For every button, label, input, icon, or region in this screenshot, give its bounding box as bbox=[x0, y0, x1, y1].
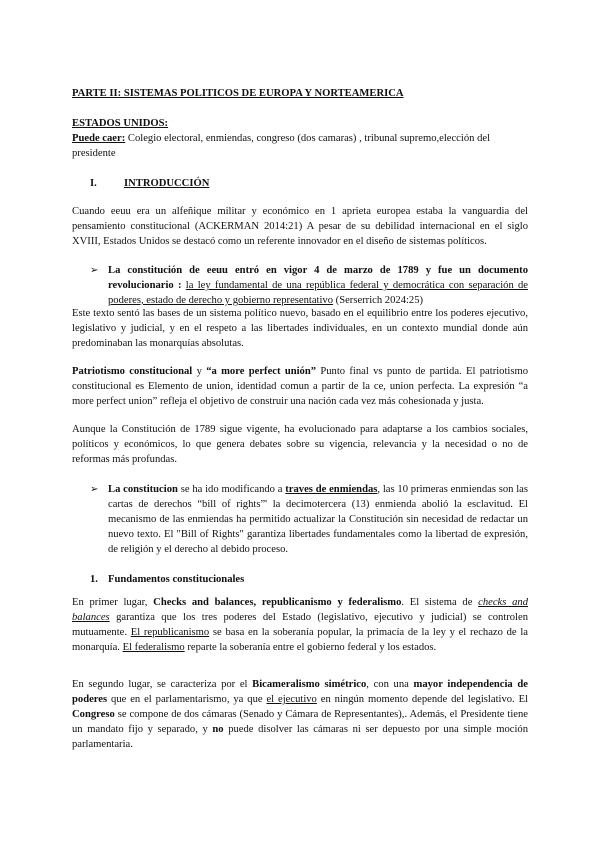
heading-label: Fundamentos constitucionales bbox=[108, 574, 245, 585]
paragraph-1: Cuando eeuu era un alfeñique militar y económico en 1 aprieta europea estaba la vanguardia del pensamiento constitucional (ACKERMAN 2014:21) A pesar de su debilidad internacional en el siglo XVIII, Estados Unidos se destacó como un referente innovador en el diseño de sistemas políticos. bbox=[72, 206, 528, 247]
paragraph-2: Este texto sentó las bases de un sistema político nuevo, basado en el equilibrio entre los poderes ejecutivo, legislativo y judicial, y en el respeto a las libertades individuales, en un contexto mundial donde aún predominaban las monarquías absolutas. bbox=[72, 308, 528, 349]
bullet-constitucion bbox=[108, 263, 528, 308]
exam-topics bbox=[72, 131, 528, 161]
exam-label: Puede caer: bbox=[72, 133, 126, 144]
bullet-citation: (Serserrich 2024:25) bbox=[333, 295, 424, 306]
heading-label: INTRODUCCIÓN bbox=[124, 178, 210, 189]
bullet-arrow-icon: ➢ bbox=[90, 265, 99, 276]
heading-number: 1. bbox=[90, 574, 98, 585]
exam-text: Colegio electoral, enmiendas, congreso (dos camaras) , tribunal supremo,elección del presidente bbox=[72, 133, 491, 159]
paragraph-6: En segundo lugar, se caracteriza por el Bicameralismo simétrico, con una mayor independencia de poderes que en el parlamentarismo, ya que el ejecutivo en ningún momento depende del legislativo. El Congreso se compone de dos cámaras (Senado y Cámara de Representantes),. Además, el Presidente tiene un mandato fijo y separado, y no puede disolver las cámaras ni ser depuesto por una simple moción parlamentaria. bbox=[72, 679, 529, 750]
bullet-underlined: la ley fundamental de una república federal y democrática con separación de poderes, estado de derecho y gobierno representativo bbox=[108, 280, 529, 306]
paragraph-4: Aunque la Constitución de 1789 sigue vigente, ha evolucionado para adaptarse a los cambios sociales, políticos y económicos, lo que genera debates sobre su vigencia, relevancia y la necesidad o no de reformas más profundas. bbox=[72, 424, 528, 465]
heading-introduccion bbox=[90, 176, 546, 191]
paragraph-5: En primer lugar, Checks and balances, republicanismo y federalismo. El sistema de checks and balances garantiza que los tres poderes del Estado (legislativo, ejecutivo y judicial) se controlen mutuamente. El republicanismo se basa en la soberanía popular, la primacía de la ley y el rechazo de la monarquía. El federalismo reparte la soberanía entre el gobierno federal y los estados. bbox=[72, 597, 528, 653]
bullet-enmiendas: La constitucion se ha ido modificando a traves de enmiendas, las 10 primeras enmiendas son las cartas de derechos “bill of rights”' la decimotercera (13) enmienda abolió la esclavitud. El mecanismo de las enmiendas ha permitido actualizar la Constitución sin necesidad de redactar un nuevo texto. El "Bill of Rights" garantiza libertades fundamentales como la libertad de expresión, de religión y el derecho al debido proceso. bbox=[108, 484, 529, 555]
bullet-arrow-icon: ➢ bbox=[90, 484, 99, 495]
heading-number: I. bbox=[90, 178, 97, 189]
section-title: ESTADOS UNIDOS: bbox=[72, 118, 169, 129]
bullet-bold: La constitución de eeuu entró en vigor 4 de marzo de 1789 y fue un documento revolucionario : bbox=[108, 265, 528, 291]
part-title: PARTE II: SISTEMAS POLITICOS DE EUROPA Y NORTEAMERICA bbox=[72, 88, 404, 99]
heading-fundamentos bbox=[90, 572, 546, 587]
paragraph-3: Patriotismo constitucional y “a more perfect unión” Punto final vs punto de partida. El patriotismo constitucional es Elemento de union, identidad comun a partir de la ce, union perfecta. La expresión “a more perfect union” refleja el objetivo de construir una nación cada vez más cohesionada y justa. bbox=[72, 366, 529, 407]
